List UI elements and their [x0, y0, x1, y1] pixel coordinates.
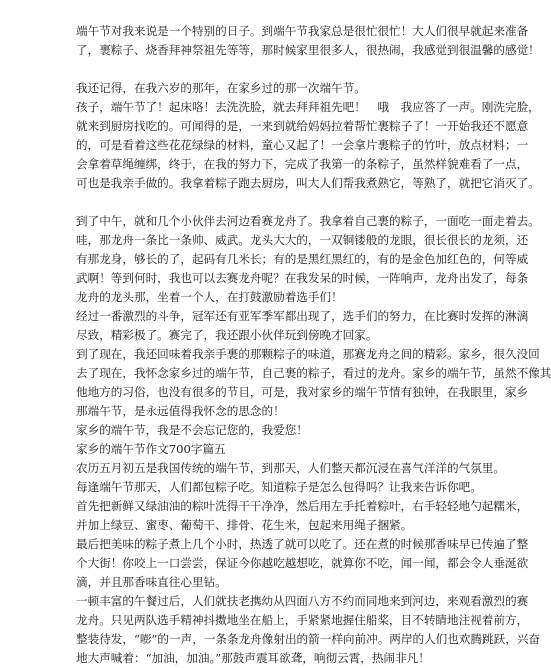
text-line: 可也是我亲手做的。我拿着粽子跑去厨房，叫大人们帮我煮熟它，等熟了，就把它消灭了。 [76, 176, 540, 190]
text-line: 到了中午，就和几个小伙伴去河边看赛龙舟了。我拿着自己裹的粽子，一面吃一面走着去。 [76, 214, 540, 228]
text-line: 最后把美味的粽子煮上几个小时，热透了就可以吃了。还在煮的时候那香味早已传遍了整 [76, 537, 529, 551]
text-line: 了，裹粽子、烧香拜神祭祖先等等，那时候家里很多人，很热闹，我感觉到很温馨的感觉！ [76, 43, 540, 57]
text-line: 家乡的端午节，我是不会忘记您的，我爱您！ [76, 423, 308, 437]
text-line: 的，可是看着这些花花绿绿的材料，童心又起了！一会拿片裹粽子的竹叶，放点材料；一 [76, 138, 529, 152]
text-line: 武啊！等到何时，我也可以去赛龙舟呢？在我发呆的时候，一阵响声，龙舟出发了，每条 [76, 271, 529, 285]
text-line: 尽致，精彩极了。赛完了，我还跟小伙伴玩到傍晚才回家。 [76, 328, 378, 342]
text-line: 孩子，端午节了！起床咯！去洗洗脸，就去拜拜祖先吧！ 哦 我应答了一声。刚洗完脸， [76, 100, 540, 114]
text-line: 端午节对我来说是一个特别的日子。到端午节我家总是很忙很忙！大人们很早就起来准备 [76, 24, 529, 38]
text-line: 去了现在，我怀念家乡过的端午节，自己裹的粽子，看过的龙舟。家乡的端午节，虽然不像其 [76, 366, 551, 380]
text-line: 哇，那龙舟一条比一条帅、威武。龙头大大的，一双铜镂般的龙眼，很长很长的龙须，还 [76, 233, 529, 247]
text-line: 经过一番激烈的斗争，冠军还有亚军季军都出现了，选手们的努力，在比赛时发挥的淋漓 [76, 309, 529, 323]
text-line: 到了现在，我还回味着我亲手裹的那颗粽子的味道，那赛龙舟之间的精彩。家乡，很久没回 [76, 347, 540, 361]
text-line: 一顿丰富的午餐过后，人们就扶老携幼从四面八方不约而同地来到河边，来观看激烈的赛 [76, 594, 529, 608]
text-line: 个大街！你咬上一口尝尝，保证今你越吃越想吃，就算你不吃，闻一闻，都会令人垂涎欲 [76, 556, 529, 570]
text-line: 他地方的习俗，也没有很多的节目，可是，我对家乡的端午节情有独钟，在我眼里，家乡 [76, 385, 529, 399]
text-line: 滴，并且那香味直往心里钻。 [76, 575, 227, 589]
text-line [76, 193, 496, 212]
text-line: 会拿着草绳缠绑，终于，在我的努力下，完成了我第一的条粽子，虽然样貌难看了一点， [76, 157, 529, 171]
text-line: 有那龙身，够长的了，起码有几米长；有的是黑红黑红的，有的是金色加红色的，何等威 [76, 252, 529, 266]
text-line: 每逢端午节那天，人们都包粽子吃。知道粽子是怎么包得吗？让我来告诉你吧。 [76, 480, 482, 494]
text-line: 首先把新鲜又绿油油的粽叶洗得干干净净，然后用左手托着粽叶，右手轻轻地勺起糯米， [76, 499, 529, 513]
text-line: 整装待发，“嘭”的一声，一条条龙舟像射出的箭一样向前冲。两岸的人们也欢腾跳跃，兴奋 [76, 632, 541, 646]
text-line [76, 60, 496, 79]
text-line: 并加上绿豆、蜜枣、葡萄干、排骨、花生米，包起来用绳子捆紧。 [76, 518, 413, 532]
text-line: 农历五月初五是我国传统的端午节，到那天，人们整天都沉浸在喜气洋洋的气氛里。 [76, 461, 505, 475]
text-line: 就来到厨房找吃的。可闻得的是，一来到就给妈妈拉着帮忙裹粽子了！一开始我还不愿意 [76, 119, 529, 133]
text-line: 龙舟的龙头那，坐着一个人，在打鼓激励着选手们！ [76, 290, 343, 304]
text-line: 地大声喊着：“加油，加油。”那鼓声震耳欲聋，响彻云霄，热闹非凡！ [76, 651, 430, 665]
text-line: 我还记得，在我六岁的那年，在家乡过的那一次端午节。 [76, 81, 366, 95]
text-line: 那端午节，是永远值得我怀念的思念的！ [76, 404, 285, 418]
text-line: 家乡的端午节作文700字篇五 [76, 442, 226, 456]
text-line: 龙舟。只见两队选手精神抖擞地坐在船上，手紧紧地握住船桨，目不转睛地注视着前方， [76, 613, 529, 627]
